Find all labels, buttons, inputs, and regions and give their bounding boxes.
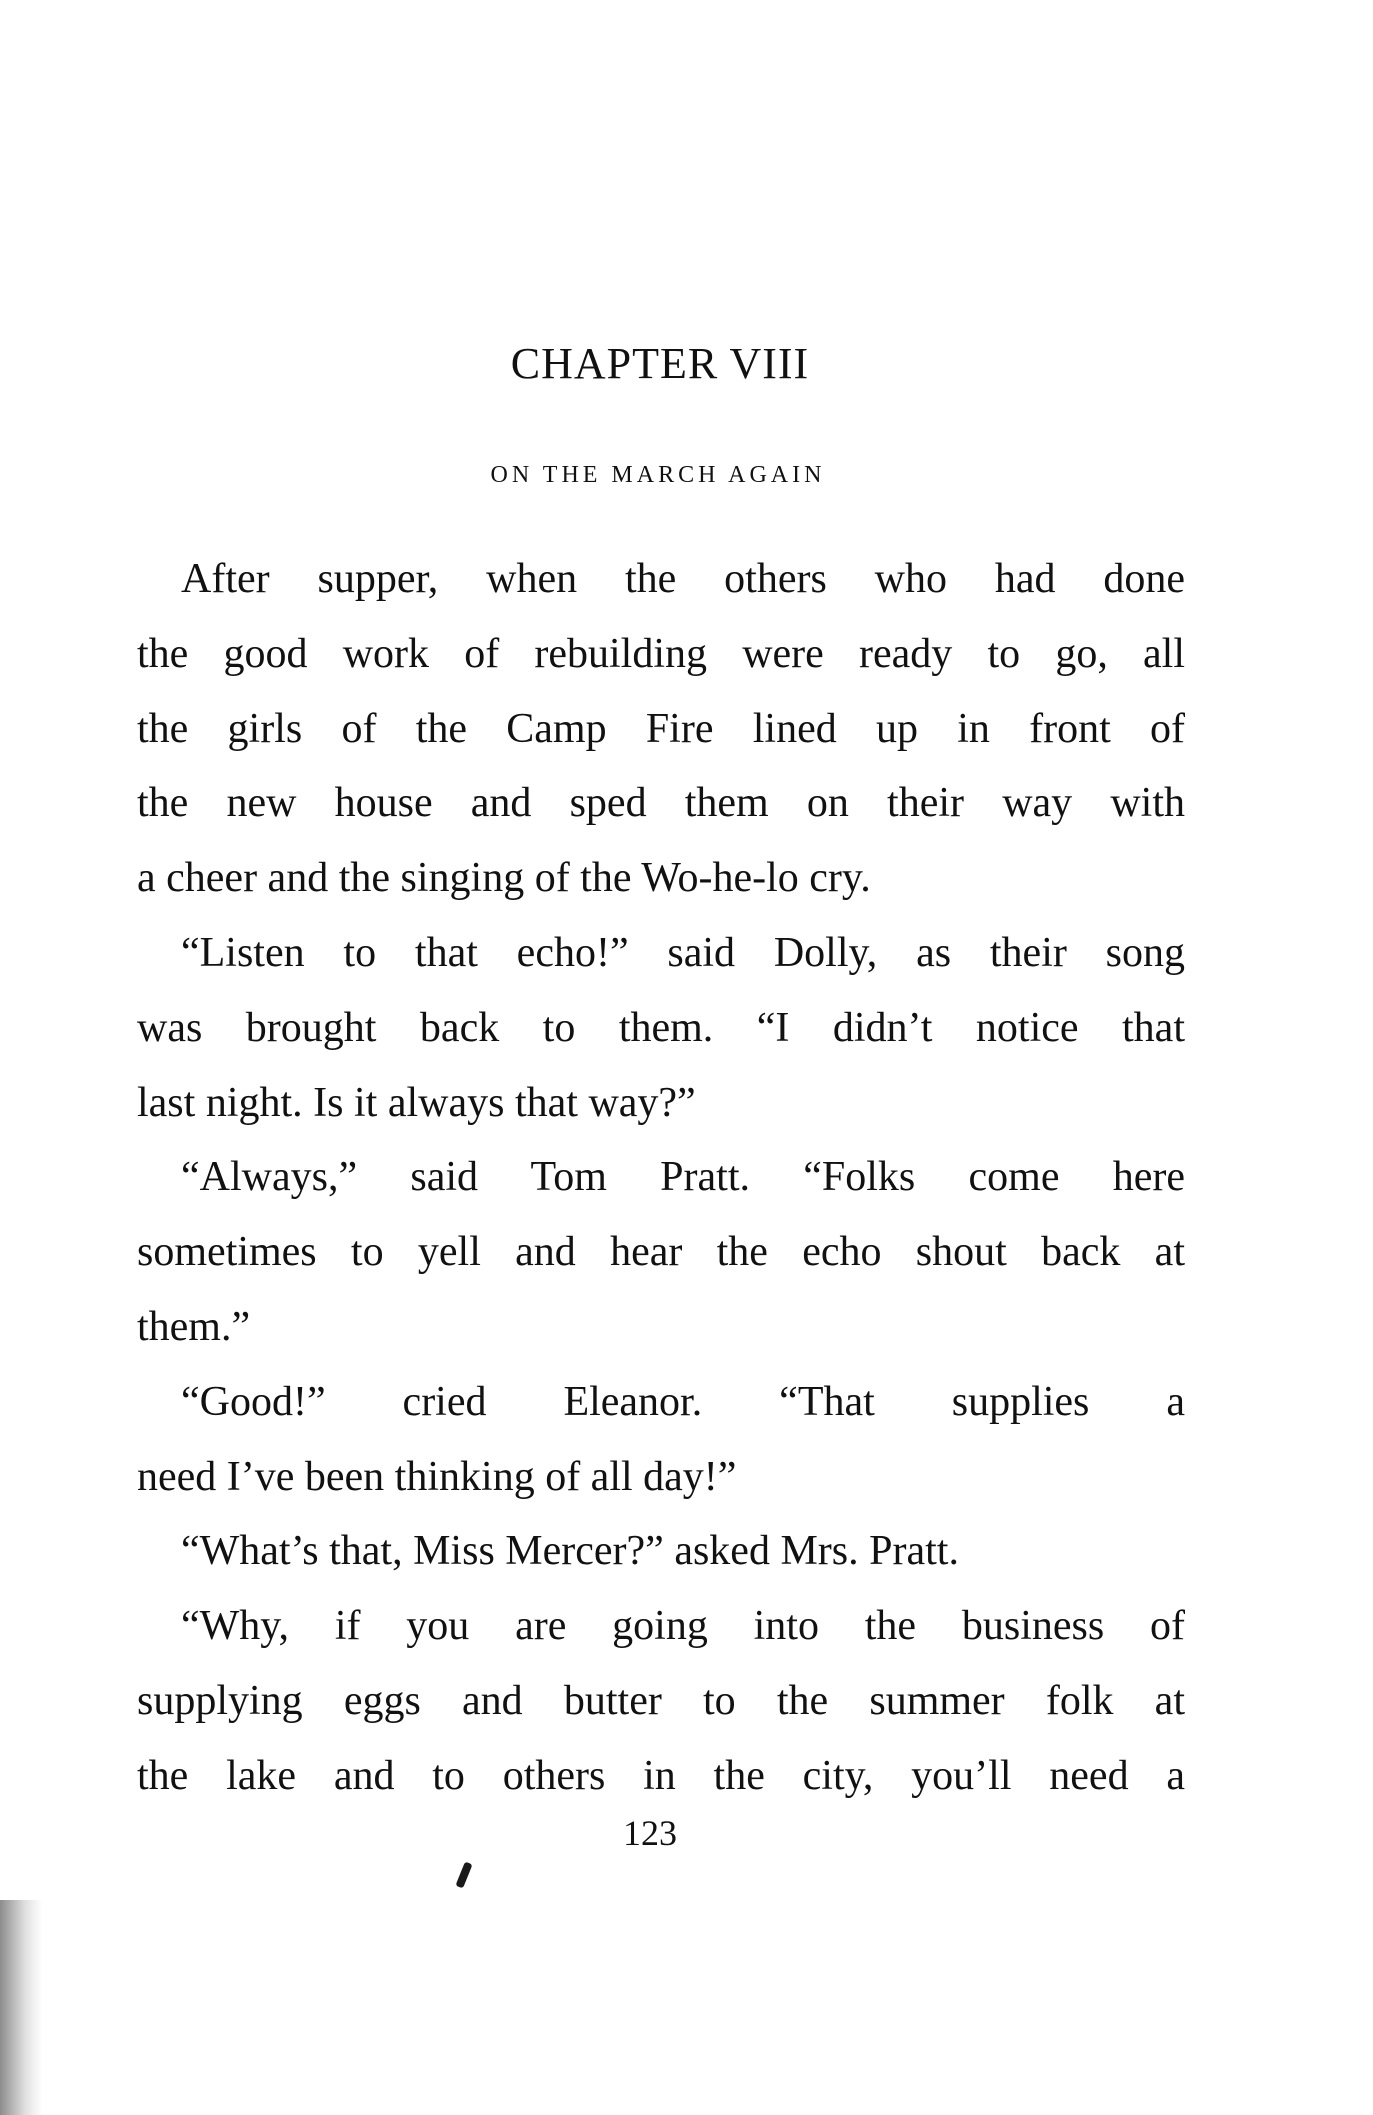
text-line: “Always,” said Tom Pratt. “Folks come here [181,1154,1185,1201]
chapter-title: CHAPTER VIII [510,339,810,388]
text-line: the new house and sped them on their way with [137,780,1185,827]
text-line: last night. Is it always that way?” [137,1079,696,1126]
text-line: “What’s that, Miss Mercer?” asked Mrs. Pratt. [181,1528,959,1575]
text-line: supplying eggs and butter to the summer folk at [137,1677,1185,1724]
text-line: the lake and to others in the city, you’ll need a [137,1752,1185,1799]
text-line: “Good!” cried Eleanor. “That supplies a [181,1378,1185,1425]
text-line: a cheer and the singing of the Wo-he-lo cry. [137,855,871,902]
text-line: them.” [137,1303,251,1350]
text-line: need I’ve been thinking of all day!” [137,1453,737,1500]
text-line: sometimes to yell and hear the echo shout back at [137,1229,1185,1276]
text-line: was brought back to them. “I didn’t notice that [137,1004,1185,1051]
scan-edge-shadow [0,1900,42,2115]
body-text [137,542,1185,1814]
text-line: “Listen to that echo!” said Dolly, as their song [181,929,1185,976]
text-line: the girls of the Camp Fire lined up in front of [137,705,1185,752]
text-line: the good work of rebuilding were ready to go, all [137,630,1185,677]
text-line: “Why, if you are going into the business of [181,1603,1185,1650]
page-number: 123 [623,1813,677,1853]
pencil-mark [455,1861,472,1888]
text-line: After supper, when the others who had done [181,556,1185,602]
chapter-subtitle: ON THE MARCH AGAIN [490,462,826,488]
